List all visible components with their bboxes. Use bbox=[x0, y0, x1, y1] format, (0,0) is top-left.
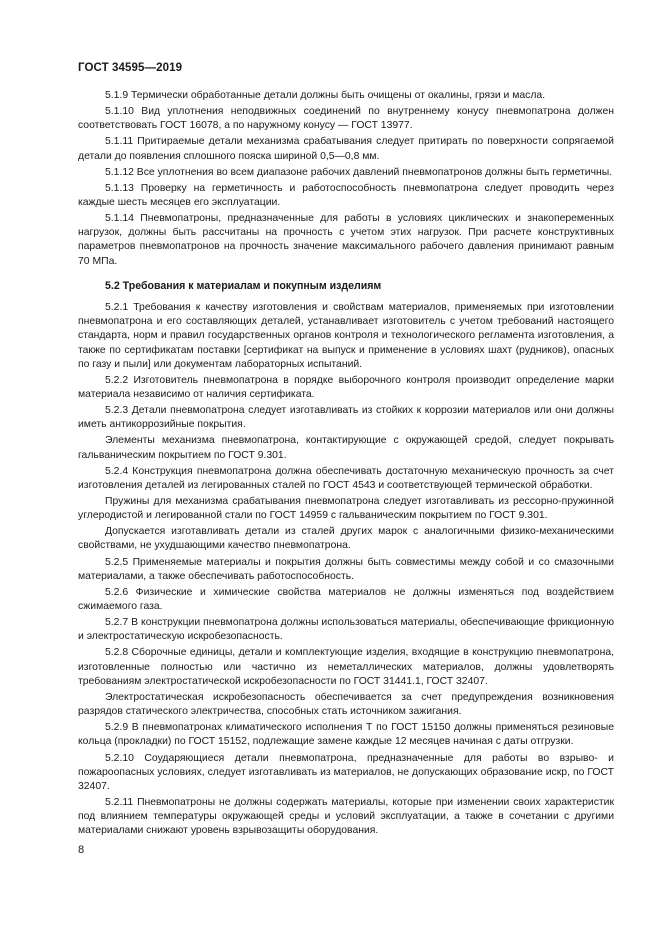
clause-5-2-7: 5.2.7 В конструкции пневмопатрона должны использоваться материалы, обеспечивающие фрикционную и электростатическую искробезопасность. bbox=[78, 617, 614, 643]
clause-5-2-2: 5.2.2 Изготовитель пневмопатрона в порядке выборочного контроля производит определение марки материала независимо от наличия сертификата. bbox=[78, 374, 614, 400]
clause-5-1-11: 5.1.11 Притираемые детали механизма срабатывания следует притирать по поверхности сопрягаемой детали до появления сплошного пояска шириной 0,5—0,8 мм. bbox=[78, 136, 614, 162]
clause-5-2-3: 5.2.3 Детали пневмопатрона следует изготавливать из стойких к коррозии материалов или они должны иметь антикоррозийные покрытия. bbox=[78, 405, 614, 431]
clause-5-2-1: 5.2.1 Требования к качеству изготовления и свойствам материалов, применяемых при изготовлении пневмопатрона и его составляющих деталей, устанавливает изготовитель с учетом требований настоящего стандарта, норм и правил государственных органов контроля и технологического регламента изготовления, а также по сертификатам поставки [сертификат на выпуск и применение в условиях шахт (рудников), опасных по газу и пыли] или документам лабораторных испытаний. bbox=[78, 301, 614, 370]
page-number: 8 bbox=[78, 844, 85, 856]
clause-5-2-3-continuation: Элементы механизма пневмопатрона, контактирующие с окружающей средой, следует покрывать гальваническим покрытием по ГОСТ 9.301. bbox=[78, 435, 614, 461]
clause-5-1-13: 5.1.13 Проверку на герметичность и работоспособность пневмопатрона следует проводить через каждые шесть месяцев его эксплуатации. bbox=[78, 182, 614, 208]
document-header: ГОСТ 34595—2019 bbox=[78, 62, 183, 74]
clause-5-2-4-continuation: Пружины для механизма срабатывания пневмопатрона следует изготавливать из рессорно-пружинной углеродистой и легированной стали по ГОСТ 14959 с гальваническим покрытием по ГОСТ 9.301. bbox=[78, 495, 614, 522]
clause-5-2-10: 5.2.10 Соударяющиеся детали пневмопатрона, предназначенные для работы во взрыво- и пожароопасных условиях, следует изготавливать из материалов, не допускающих образование искр, по ГОСТ 32407. bbox=[78, 752, 614, 792]
clause-5-2-8: 5.2.8 Сборочные единицы, детали и комплектующие изделия, входящие в конструкцию пневмопатрона, изготовленные полностью или частично из неметаллических материалов, должны удовлетворять требованиям электростатической искробезопасности по ГОСТ 31441.1, ГОСТ 32407. bbox=[78, 647, 614, 687]
clause-5-2-11: 5.2.11 Пневмопатроны не должны содержать материалы, которые при изменении своих характеристик под влиянием температуры окружающей среды и условий эксплуатации, а также в сочетании с другими материалами снижают уровень взрывозащиты оборудования. bbox=[78, 797, 614, 837]
clause-5-1-14: 5.1.14 Пневмопатроны, предназначенные для работы в условиях циклических и знакопеременных нагрузок, должны быть рассчитаны на прочность с учетом этих нагрузок. При расчете конструктивных параметров пневмопатронов на прочность значение максимального рабочего давления принимают равным 70 МПа. bbox=[78, 213, 614, 267]
section-heading-5-2: 5.2 Требования к материалам и покупным изделиям bbox=[105, 279, 382, 292]
clause-5-2-6: 5.2.6 Физические и химические свойства материалов не должны изменяться под воздействием сжимаемого газа. bbox=[78, 586, 614, 613]
clause-5-1-9: 5.1.9 Термически обработанные детали должны быть очищены от окалины, грязи и масла. bbox=[105, 90, 546, 101]
clause-5-1-12: 5.1.12 Все уплотнения во всем диапазоне рабочих давлений пневмопатронов должны быть герметичны. bbox=[105, 166, 613, 178]
clause-5-2-8-continuation: Электростатическая искробезопасность обеспечивается за счет предупреждения возникновения разрядов статического электричества, способных стать источником зажигания. bbox=[78, 691, 614, 718]
clause-5-2-9: 5.2.9 В пневмопатронах климатического исполнения Т по ГОСТ 15150 должны применяться резиновые кольца (прокладки) по ГОСТ 15152, подлежащие замене каждые 12 месяцев начиная с даты отгрузки. bbox=[78, 722, 614, 748]
clause-5-2-4-continuation-2: Допускается изготавливать детали из сталей других марок с аналогичными физико-механическими свойствами, не ухудшающими качество пневмопатрона. bbox=[78, 526, 614, 552]
document-body bbox=[78, 89, 614, 841]
clause-5-2-4: 5.2.4 Конструкция пневмопатрона должна обеспечивать достаточную механическую прочность за счет изготовления деталей из легированных сталей по ГОСТ 4543 и соответствующей термической обработки. bbox=[78, 465, 614, 491]
clause-5-1-10: 5.1.10 Вид уплотнения неподвижных соединений по внутреннему конусу пневмопатрона должен соответствовать ГОСТ 16078, а по наружному конусу — ГОСТ 13977. bbox=[78, 106, 614, 132]
clause-5-2-5: 5.2.5 Применяемые материалы и покрытия должны быть совместимы между собой и со смазочными материалами, а также обеспечивать работоспособность. bbox=[78, 556, 614, 582]
